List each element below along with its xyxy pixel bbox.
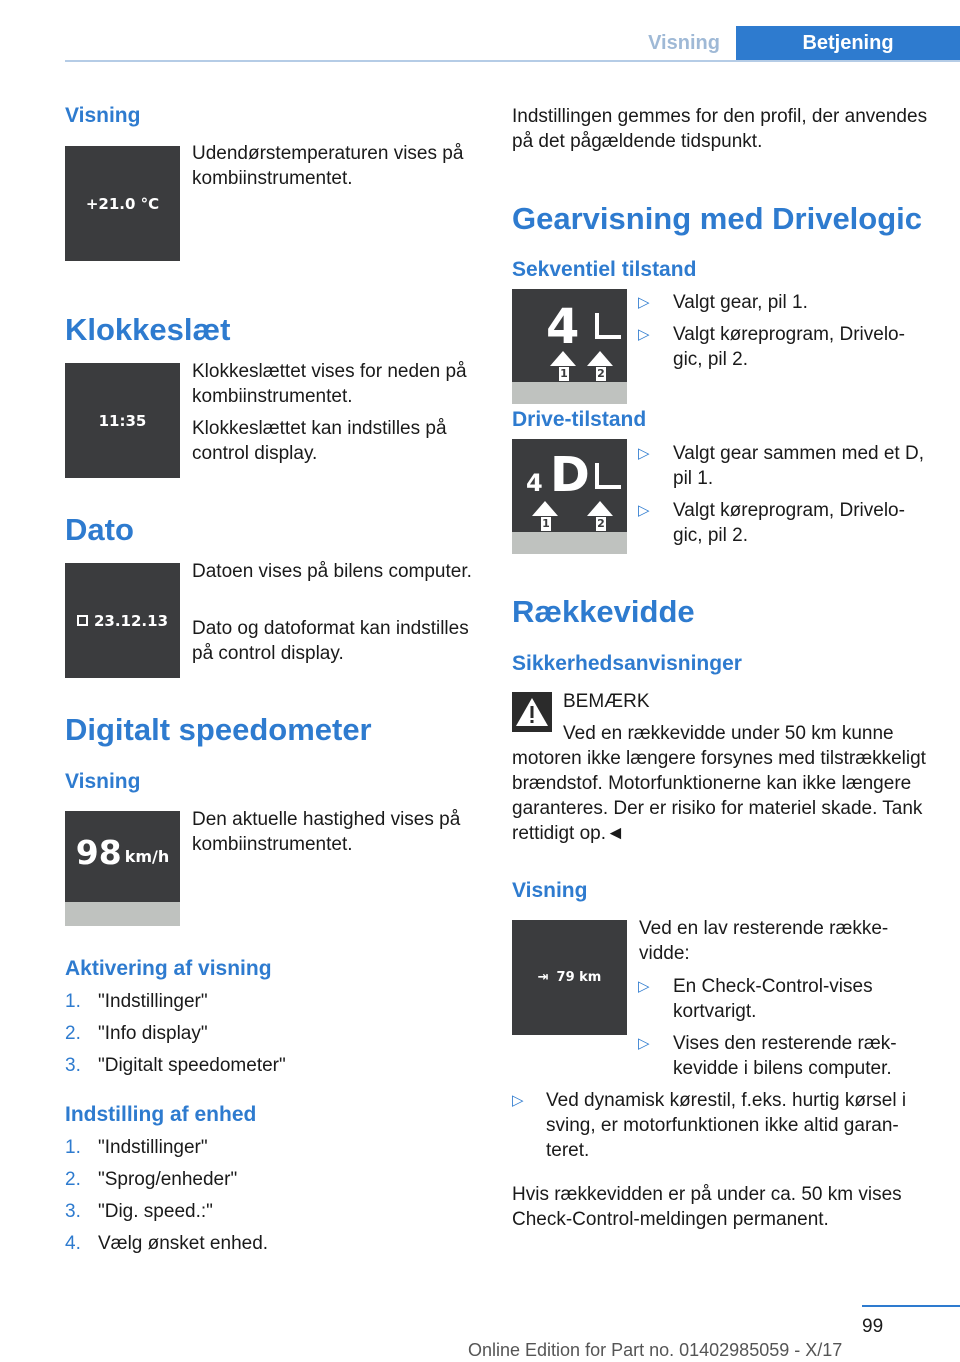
speed-value: 98	[75, 833, 122, 872]
klokkeslaet-heading: Klokkeslæt	[65, 312, 231, 347]
date-value: 23.12.13	[93, 611, 169, 630]
range-value: 79 km	[556, 970, 602, 985]
klokkeslaet-text-1: Klokkeslættet vises for neden på kombiinstrumentet.	[192, 361, 467, 407]
list-item: 3. "Digitalt speedometer"	[65, 1055, 286, 1076]
list-item: ▷ En Check-Control-vises kortvarigt.	[638, 976, 873, 1022]
sequential-items	[628, 290, 928, 379]
list-item: 3. "Dig. speed.:"	[65, 1201, 213, 1222]
arrow-label-2: 2	[597, 367, 605, 380]
temperature-value: +21.0 °C	[85, 194, 160, 213]
arrow-label-1: 1	[560, 367, 568, 380]
list-item: 4. Vælg ønsket enhed.	[65, 1233, 269, 1254]
klokkeslaet-text-2: Klokkeslættet kan indstilles på control display.	[192, 418, 447, 464]
dato-text-2: Dato og datoformat kan indstilles på control display.	[192, 618, 469, 664]
speedometer-text: Den aktuelle hastighed vises på kombiinstrumentet.	[192, 809, 461, 855]
range-text: Ved en lav resterende rækkevidde:	[639, 918, 889, 964]
header-rule	[65, 60, 960, 62]
gearvisning-heading: Gearvisning med Drivelogic	[512, 201, 923, 236]
temperature-display-image	[65, 146, 180, 261]
drivelogic-icon	[595, 463, 621, 489]
list-item: ▷ Valgt gear, pil 1.	[638, 292, 808, 313]
list-item: 2. "Info display"	[65, 1023, 208, 1044]
range-visning-heading: Visning	[512, 879, 588, 902]
warning-title: BEMÆRK	[563, 691, 650, 712]
drive-tilstand-heading: Drive-tilstand	[512, 408, 647, 431]
list-item: ▷ Ved dynamisk kørestil, f.eks. hurtig kørsel i sving, er motorfunktionen ikke altid garanteret.	[512, 1090, 907, 1161]
speed-unit: km/h	[124, 847, 170, 866]
arrow-label-1: 1	[542, 517, 550, 530]
arrow-up-icon-2	[587, 501, 613, 516]
list-item: 1. "Indstillinger"	[65, 991, 208, 1012]
clock-value: 11:35	[98, 411, 147, 430]
footer-edition: Online Edition for Part no. 01402985059 - X/17	[468, 1340, 843, 1360]
warning-text: Ved en rækkevidde under 50 km kunne motoren ikke længere forsynes med tilstrækkeligt brændstof. Motorfunktionerne kan ikke længere garanteres. Der er risiko for materiel skade. Tank rettidigt op.◄	[512, 723, 926, 844]
sequential-gear-value: 4	[546, 299, 580, 355]
date-display-image	[65, 563, 180, 678]
arrow-up-icon-1	[550, 351, 576, 366]
list-item: ▷ Valgt køreprogram, Drivelogic, pil 2.	[638, 324, 905, 370]
enhed-steps	[65, 1135, 485, 1263]
digitalt-speedometer-heading: Digitalt speedometer	[65, 712, 372, 747]
speedometer-display-image	[65, 811, 180, 926]
fuel-pump-icon: ⇥	[537, 970, 549, 985]
dynamic-item-list	[512, 1088, 932, 1170]
aktivering-heading: Aktivering af visning	[65, 957, 272, 980]
final-text: Hvis rækkevidden er på under ca. 50 km vises Check-Control-meldingen permanent.	[512, 1184, 902, 1230]
drive-gear-value: D	[550, 447, 590, 503]
range-display-image	[512, 920, 627, 1035]
sequential-gear-display-image	[512, 289, 627, 404]
drivelogic-icon	[595, 313, 621, 339]
arrow-up-icon-2	[587, 351, 613, 366]
visning-text: Udendørstemperaturen vises på kombiinstrumentet.	[192, 143, 464, 189]
clock-display-image	[65, 363, 180, 478]
sekventiel-heading: Sekventiel tilstand	[512, 258, 697, 281]
drive-mode-display-image	[512, 439, 627, 554]
header-tab-visning[interactable]: Visning	[648, 32, 720, 54]
header-tab-betjening[interactable]: Betjening	[736, 26, 960, 60]
list-item: 2. "Sprog/enheder"	[65, 1169, 238, 1190]
enhed-heading: Indstilling af enhed	[65, 1103, 257, 1126]
page-number: 99	[862, 1316, 884, 1337]
list-item: 1. "Indstillinger"	[65, 1137, 208, 1158]
footer-rule	[862, 1305, 960, 1307]
range-items	[628, 974, 928, 1088]
aktivering-steps	[65, 989, 485, 1085]
dato-heading: Dato	[65, 512, 134, 547]
drive-gear-small-value: 4	[526, 469, 543, 497]
visning-heading: Visning	[65, 104, 141, 127]
drive-items	[628, 441, 928, 555]
dato-text-1: Datoen vises på bilens computer.	[192, 561, 472, 582]
list-item: ▷ Valgt køreprogram, Drivelogic, pil 2.	[638, 500, 905, 546]
calendar-icon	[77, 615, 88, 626]
list-item: ▷ Vises den resterende rækkevidde i bilens computer.	[638, 1033, 897, 1079]
arrow-up-icon-1	[532, 501, 558, 516]
arrow-label-2: 2	[597, 517, 605, 530]
intro-text: Indstillingen gemmes for den profil, der anvendes på det pågældende tidspunkt.	[512, 106, 928, 152]
speedometer-visning-heading: Visning	[65, 770, 141, 793]
list-item: ▷ Valgt gear sammen med et D, pil 1.	[638, 443, 924, 489]
raekkevidde-heading: Rækkevidde	[512, 594, 695, 629]
sikkerhed-heading: Sikkerhedsanvisninger	[512, 652, 742, 675]
